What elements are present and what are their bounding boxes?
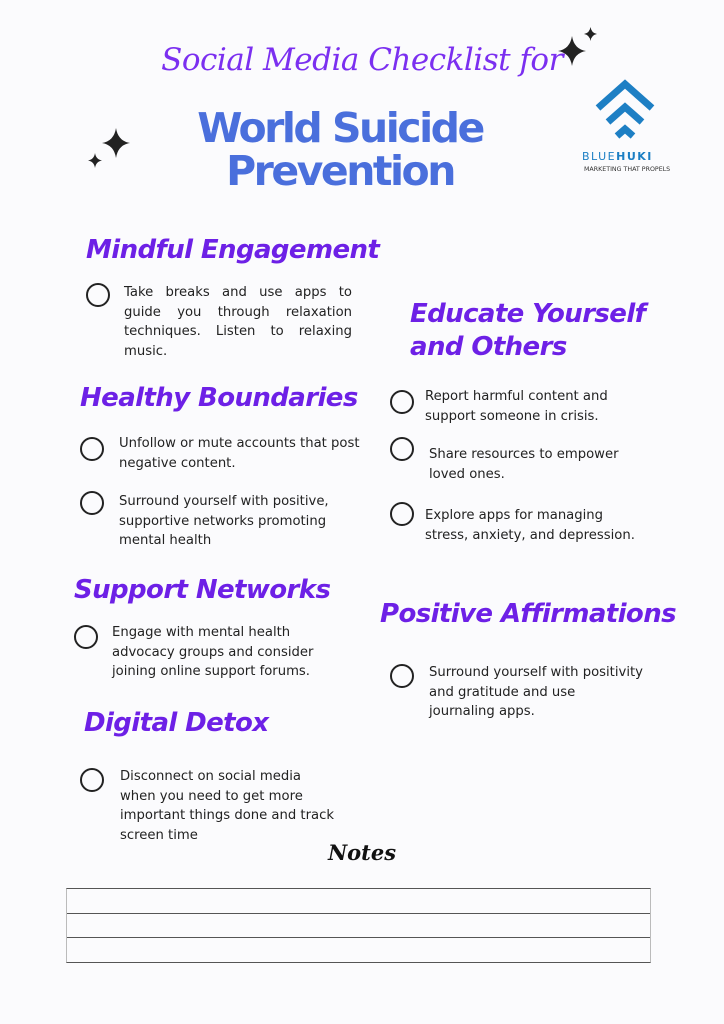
checkbox-support-1[interactable] [74, 625, 98, 649]
checkbox-mindful-1[interactable] [86, 283, 110, 307]
brand-name [582, 150, 692, 163]
brand-name-part2: HUKI [616, 150, 653, 163]
notes-line [67, 937, 650, 938]
page-subtitle: Social Media Checklist for [161, 42, 563, 78]
item-text-boundaries-2: Surround yourself with positive, supportive networks promoting mental health [119, 494, 329, 548]
checkbox-boundaries-2[interactable] [80, 491, 104, 515]
brand-logo [578, 78, 688, 178]
item-text-educate-3: Explore apps for managing stress, anxiety, and depression. [425, 508, 635, 543]
checkbox-affirmations-1[interactable] [390, 664, 414, 688]
checkbox-educate-1[interactable] [390, 390, 414, 414]
section-heading-mindful-engagement: Mindful Engagement [86, 235, 380, 265]
section-heading-digital-detox: Digital Detox [84, 708, 269, 738]
item-text-detox-1: Disconnect on social media when you need to get more important things done and track screen time [120, 769, 334, 843]
section-heading-educate-line2: and Others [410, 332, 567, 362]
section-heading-healthy-boundaries: Healthy Boundaries [80, 383, 358, 413]
sparkle-icon-small-left [88, 153, 102, 172]
checkbox-educate-3[interactable] [390, 502, 414, 526]
notes-area[interactable] [66, 888, 651, 963]
item-text-affirmations-1: Surround yourself with positivity and gratitude and use journaling apps. [429, 665, 643, 719]
sparkle-icon-large-left [102, 128, 130, 162]
notes-line [67, 913, 650, 914]
item-text-boundaries-1: Unfollow or mute accounts that post negative content. [119, 436, 360, 471]
brand-tagline: MARKETING THAT PROPELS [584, 166, 671, 173]
page-title-line2: Prevention [226, 147, 454, 195]
section-heading-positive-affirmations: Positive Affirmations [380, 599, 676, 629]
checkbox-detox-1[interactable] [80, 768, 104, 792]
item-text-support-1: Engage with mental health advocacy groups and consider joining online support forums. [112, 625, 314, 679]
notes-title: Notes [327, 840, 397, 865]
chevron-arrows-icon [594, 78, 656, 152]
item-text-educate-2: Share resources to empower loved ones. [429, 447, 619, 482]
checkbox-educate-2[interactable] [390, 437, 414, 461]
page-title-line1: World Suicide [197, 104, 483, 152]
section-heading-support-networks: Support Networks [74, 575, 331, 605]
item-text-mindful-1: Take breaks and use apps to guide you through relaxation techniques. Listen to relaxing music. [124, 285, 352, 359]
item-text-educate-1: Report harmful content and support someone in crisis. [425, 389, 608, 424]
brand-name-part1: BLUE [582, 150, 617, 163]
section-heading-educate-line1: Educate Yourself [410, 299, 646, 329]
checkbox-boundaries-1[interactable] [80, 437, 104, 461]
